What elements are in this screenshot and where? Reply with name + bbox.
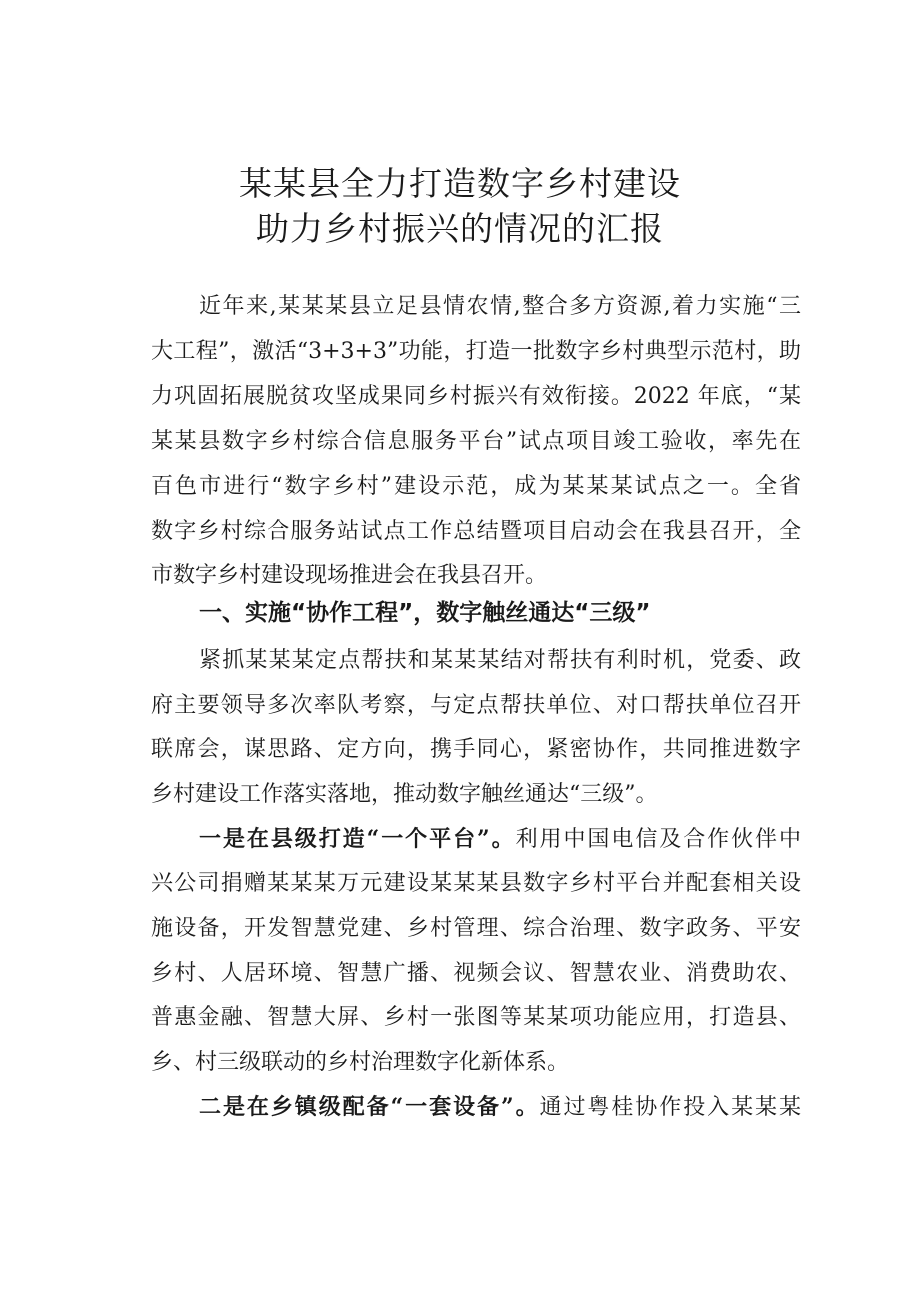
intro-line-3: 力巩固拓展脱贫攻坚成果同乡村振兴有效衔接。2022 年底，“某 bbox=[151, 384, 801, 409]
section-1-line-4: 乡村建设工作落实落地，推动数字触丝通达“三级”。 bbox=[151, 782, 658, 807]
intro-line-7: 市数字乡村建设现场推进会在我县召开。 bbox=[151, 563, 548, 588]
point-2-first-rest: 通过粤桂协作投入某某某 bbox=[539, 1095, 801, 1120]
point-1-first-rest: 利用中国电信及合作伙伴中 bbox=[515, 827, 801, 852]
intro-line-4: 某某县数字乡村综合信息服务平台”试点项目竣工验收，率先在 bbox=[151, 429, 801, 454]
intro-line-1: 近年来,某某某县立足县情农情,整合多方资源,着力实施“三 bbox=[199, 294, 801, 319]
section-1-line-3: 联席会，谋思路、定方向，携手同心，紧密协作，共同推进数字 bbox=[151, 737, 801, 762]
point-2-lead: 二是在乡镇级配备“一套设备”。 bbox=[199, 1094, 540, 1120]
section-1-heading: 一、实施“协作工程”，数字触丝通达“三级” bbox=[199, 600, 651, 626]
point-1-line-4: 乡村、人居环境、智慧广播、视频会议、智慧农业、消费助农、 bbox=[151, 961, 801, 986]
point-2-line-1 bbox=[199, 1090, 801, 1121]
point-1-line-2: 兴公司捐赠某某某万元建设某某某县数字乡村平台并配套相关设 bbox=[151, 871, 801, 896]
point-1-line-3: 施设备，开发智慧党建、乡村管理、综合治理、数字政务、平安 bbox=[151, 916, 801, 941]
intro-line-2: 大工程”，激活“3+3+3”功能，打造一批数字乡村典型示范村，助 bbox=[151, 339, 801, 364]
document-title-line-2: 助力乡村振兴的情况的汇报 bbox=[256, 209, 664, 248]
point-1-line-1 bbox=[199, 822, 801, 853]
point-1-line-6: 乡、村三级联动的乡村治理数字化新体系。 bbox=[151, 1050, 570, 1075]
section-1-line-2: 府主要领导多次率队考察，与定点帮扶单位、对口帮扶单位召开 bbox=[151, 693, 801, 718]
point-1-lead: 一是在县级打造“一个平台”。 bbox=[199, 826, 516, 852]
intro-line-6: 数字乡村综合服务站试点工作总结暨项目启动会在我县召开，全 bbox=[151, 519, 801, 544]
point-1-line-5: 普惠金融、智慧大屏、乡村一张图等某某项功能应用，打造县、 bbox=[151, 1005, 801, 1030]
section-1-line-1: 紧抓某某某定点帮扶和某某某结对帮扶有利时机，党委、政 bbox=[199, 648, 801, 673]
intro-line-5: 百色市进行“数字乡村”建设示范，成为某某某试点之一。全省 bbox=[151, 474, 801, 499]
document-title-line-1: 某某县全力打造数字乡村建设 bbox=[239, 164, 681, 203]
